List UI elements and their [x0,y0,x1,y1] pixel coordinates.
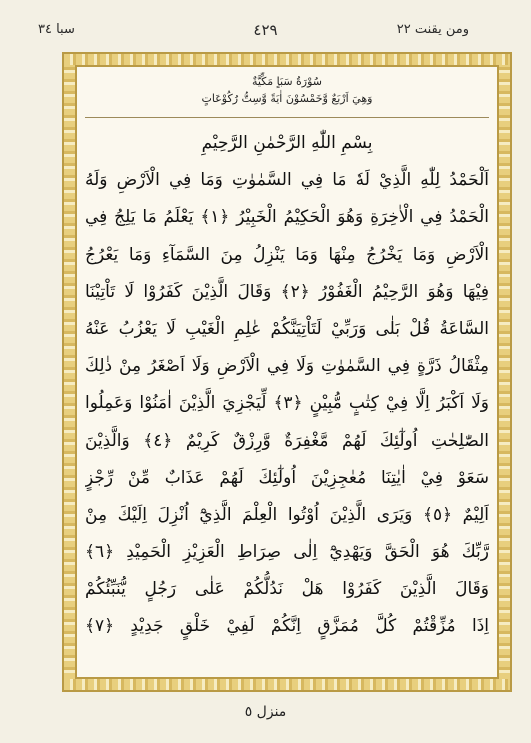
page-number: ٤٢٩ [253,21,278,39]
surah-heading [77,73,497,117]
text-line: الْحَمْدُ فِي الْاٰخِرَةِ وَهُوَ الْحَكِيْمُ الْخَبِيْرُ ﴿١﴾ يَعْلَمُ مَا يَلِجُ فِي [85,207,489,228]
heading-divider [85,117,489,118]
border-right-pattern [499,65,510,679]
text-line: وَلَا اَكْبَرُ اِلَّا فِيْ كِتٰبٍ مُّبِيْنٍ ﴿٣﴾ لِّيَجْزِيَ الَّذِيْنَ اٰمَنُوْا وَعَمِلُوا [85,393,489,414]
text-line: وَقَالَ الَّذِيْنَ كَفَرُوْا هَلْ نَدُلُّكُمْ عَلٰى رَجُلٍ يُّنَبِّئُكُمْ [85,579,489,600]
surah-running-title: سبا ٣٤ [38,22,75,37]
border-left-pattern [64,65,75,679]
juz-title: ومن يقنت ٢٢ [396,22,469,37]
text-line: الصّٰلِحٰتِ اُولٰٓئِكَ لَهُمْ مَّغْفِرَةٌ وَّرِزْقٌ كَرِيْمٌ ﴿٤﴾ وَالَّذِيْنَ [85,430,489,451]
text-line: سَعَوْ فِيْ اٰيٰتِنَا مُعٰجِزِيْنَ اُولٰٓئِكَ لَهُمْ عَذَابٌ مِّنْ رِّجْزٍ [85,467,489,488]
text-panel [75,65,499,679]
text-line: الْاَرْضِ وَمَا يَخْرُجُ مِنْهَا وَمَا يَنْزِلُ مِنَ السَّمَآءِ وَمَا يَعْرُجُ [85,244,489,265]
ornamental-border [62,52,512,692]
text-line: رَّبِّكَ هُوَ الْحَقَّ وَيَهْدِيْٓ اِلٰى صِرَاطِ الْعَزِيْزِ الْحَمِيْدِ ﴿٦﴾ [85,542,489,563]
text-line: السَّاعَةُ قُلْ بَلٰى وَرَبِّيْ لَتَاْتِيَنَّكُمْ عٰلِمِ الْغَيْبِ لَا يَعْزُبُ عَنْهُ [85,318,489,339]
text-line: مِثْقَالُ ذَرَّةٍ فِي السَّمٰوٰتِ وَلَا فِي الْاَرْضِ وَلَا اَصْغَرُ مِنْ ذٰلِكَ [85,356,489,377]
surah-heading-details: وَهِيَ اَرْبَعٌ وَّخَمْسُوْنَ اٰيَةً وَّسِتُّ رُكُوْعَاتٍ [201,92,373,105]
text-line: اَلِيْمٌ ﴿٥﴾ وَيَرَى الَّذِيْنَ اُوْتُوا الْعِلْمَ الَّذِيْٓ اُنْزِلَ اِلَيْكَ مِنْ [85,504,489,525]
verse-block [85,125,489,646]
text-line: اَلْحَمْدُ لِلّٰهِ الَّذِيْ لَهٗ مَا فِي السَّمٰوٰتِ وَمَا فِي الْاَرْضِ وَلَهُ [85,170,489,191]
manzil-footer: منزل ٥ [244,704,287,720]
surah-heading-name: سُوْرَةُ سَبَاٍ مَكِّيَّةٌ [251,75,323,88]
text-line: اِذَا مُزِّقْتُمْ كُلَّ مُمَزَّقٍ اِنَّكُمْ لَفِيْ خَلْقٍ جَدِيْدٍ ﴿٧﴾ [85,616,489,637]
text-line: فِيْهَا وَهُوَ الرَّحِيْمُ الْغَفُوْرُ ﴿٢﴾ وَقَالَ الَّذِيْنَ كَفَرُوْا لَا تَاْتِيْنَا [85,281,489,302]
bismillah-line: بِسْمِ اللّٰهِ الرَّحْمٰنِ الرَّحِيْمِ [201,133,373,153]
